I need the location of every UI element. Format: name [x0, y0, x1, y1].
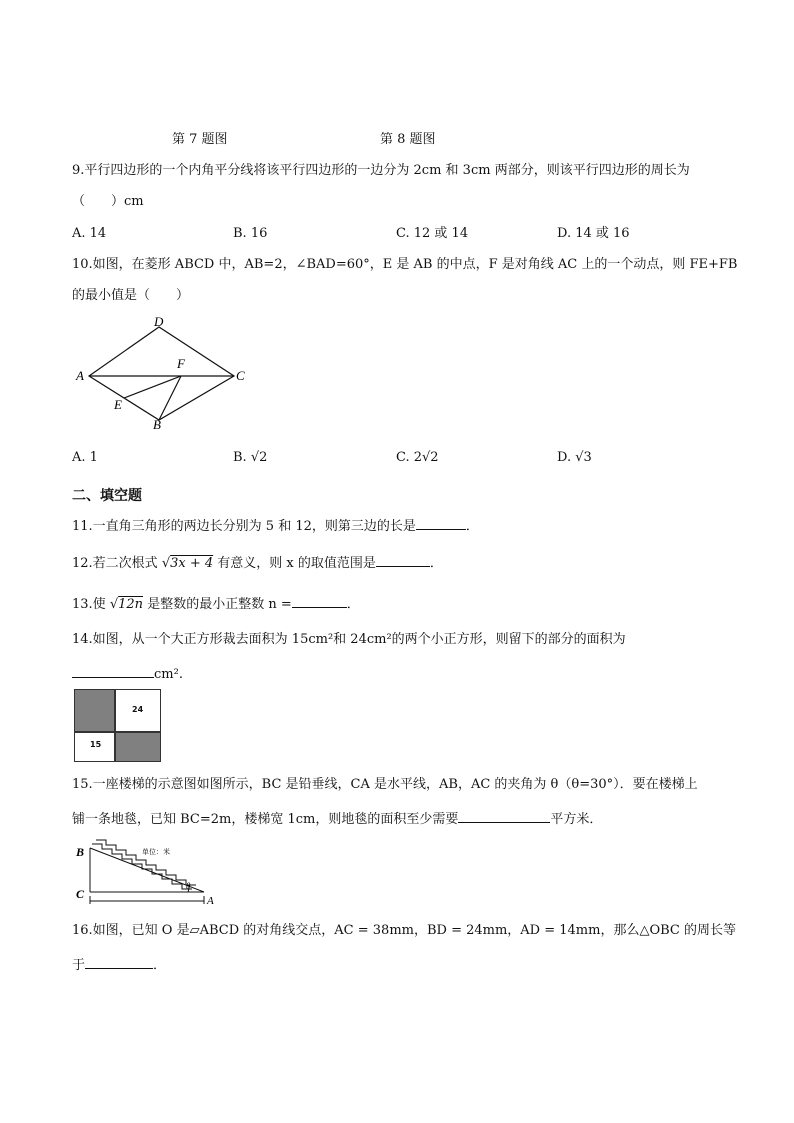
q10-option-c: C. 2√2 — [396, 450, 439, 465]
label-c: C — [76, 887, 85, 901]
label-d: D — [154, 314, 164, 329]
question-15-text-cont: 铺一条地毯，已知 BC=2m，楼梯宽 1cm，则地毯的面积至少需要 — [72, 812, 459, 827]
squares-figure — [74, 689, 161, 762]
q9-option-c: C. 12 或 14 — [396, 226, 469, 241]
q16-end: ． — [153, 958, 167, 973]
question-13-text-cont: 是整数的最小正整数 n = — [147, 597, 292, 612]
label-f: F — [177, 356, 185, 371]
leftover-top-left — [74, 689, 115, 732]
label-b: B — [76, 845, 85, 859]
question-12-text: 12.若二次根式 — [72, 556, 158, 571]
question-13 — [72, 594, 360, 613]
stair-steps-back — [96, 840, 196, 885]
label-e: E — [114, 397, 122, 412]
q10-option-b: B. √2 — [233, 450, 268, 465]
q10-option-d: D. √3 — [557, 450, 592, 465]
q16-answer-blank — [85, 955, 153, 969]
q12-end: ． — [429, 556, 443, 571]
question-11 — [72, 516, 479, 535]
question-12 — [72, 553, 443, 572]
q9-option-b: B. 16 — [233, 226, 268, 241]
label-15: 15 — [90, 740, 102, 749]
theta-label: θ — [186, 881, 191, 891]
q10-option-a: A. 1 — [72, 450, 98, 465]
unit-label: 单位：米 — [142, 848, 170, 856]
section-heading: 二、填空题 — [72, 488, 142, 504]
question-9-text-cont: （ ）cm — [72, 194, 144, 209]
q9-option-d: D. 14 或 16 — [557, 226, 630, 241]
label-b: B — [153, 417, 161, 432]
q11-end: ． — [465, 519, 479, 534]
q15-end: 平方米． — [550, 812, 603, 827]
question-12-text-cont: 有意义，则 x 的取值范围是 — [217, 556, 376, 571]
question-11-text: 11.一直角三角形的两边长分别为 5 和 12，则第三边的长是 — [72, 519, 416, 534]
figure-7-caption: 第 7 题图 — [172, 132, 228, 147]
leftover-bottom-right — [115, 732, 161, 762]
q12-answer-blank — [376, 553, 430, 567]
q13-radicand: 12n — [118, 597, 144, 612]
q13-answer-blank — [292, 594, 347, 608]
figure-8-caption: 第 8 题图 — [380, 132, 436, 147]
q9-option-a: A. 14 — [72, 226, 107, 241]
q13-end: ． — [346, 597, 360, 612]
question-9-text: 9.平行四边形的一个内角平分线将该平行四边形的一边分为 2cm 和 3cm 两部分，则该平行四边形的周长为 — [72, 163, 690, 178]
label-a: A — [207, 895, 214, 906]
label-a: A — [76, 368, 84, 383]
label-c: C — [236, 368, 245, 383]
rhombus-figure — [70, 310, 260, 435]
question-16-text: 16.如图，已知 O 是▱ABCD 的对角线交点，AC = 38mm，BD = 24mm，AD = 14mm，那么△OBC 的周长等 — [72, 923, 736, 938]
q13-radical-sign: √ — [109, 597, 119, 612]
label-24: 24 — [132, 705, 144, 714]
q12-radical-sign: √ — [161, 556, 171, 571]
question-13-text: 13.使 — [72, 597, 106, 612]
staircase-figure — [74, 838, 220, 906]
q15-answer-blank — [458, 809, 550, 823]
question-10-text: 10.如图，在菱形 ABCD 中，AB=2，∠BAD=60°，E 是 AB 的中点，F 是对角线 AC 上的一个动点，则 FE+FB — [72, 257, 738, 272]
question-15-text: 15.一座楼梯的示意图如图所示，BC 是铅垂线，CA 是水平线，AB，AC 的夹角为 θ（θ=30°）．要在楼梯上 — [72, 777, 698, 792]
segment-fe — [124, 376, 181, 398]
q14-unit: cm². — [154, 667, 183, 682]
question-16-text-cont: 于 — [72, 958, 86, 973]
q12-radicand: 3x + 4 — [170, 556, 214, 571]
q14-answer-blank — [72, 664, 154, 678]
question-14-text: 14.如图，从一个大正方形裁去面积为 15cm²和 24cm²的两个小正方形，则留下的部分的面积为 — [72, 632, 626, 647]
question-10-text-cont: 的最小值是（ ） — [72, 288, 190, 303]
q11-answer-blank — [416, 516, 466, 530]
rhombus-outline — [89, 327, 234, 420]
